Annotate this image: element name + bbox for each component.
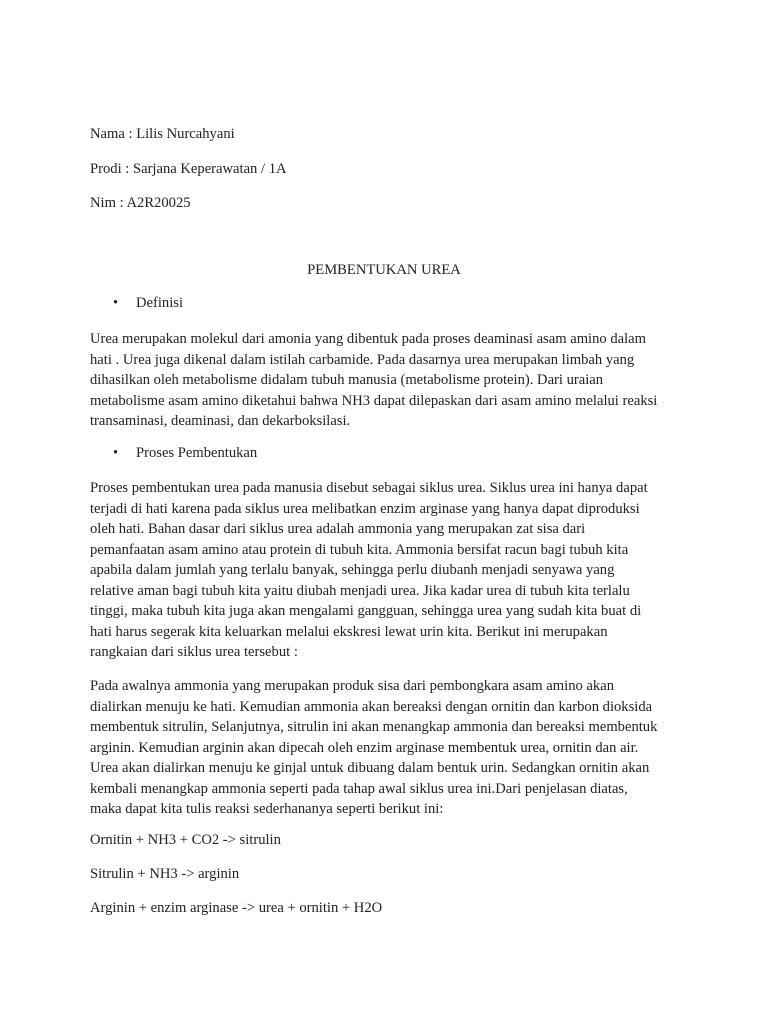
paragraph-line: tinggi, maka tubuh kita juga akan mengalami gangguan, sehingga urea yang sudah kita buat di (90, 603, 642, 619)
paragraph-line: membentuk sitrulin, Selanjutnya, sitrulin ini akan menangkap ammonia dan bereaksi membentuk (90, 719, 658, 735)
paragraph-line: Pada awalnya ammonia yang merupakan produk sisa dari pembongkara asam amino akan (90, 678, 614, 694)
definition-paragraph (90, 329, 690, 432)
reaction-1: Ornitin + NH3 + CO2 -> sitrulin (90, 832, 281, 848)
paragraph-line: Urea merupakan molekul dari amonia yang dibentuk pada proses deaminasi asam amino dalam (90, 331, 647, 347)
document-title: PEMBENTUKAN UREA (307, 262, 461, 278)
paragraph-line: dihasilkan oleh metabolisme didalam tubuh manusia (metabolisme protein). Dari uraian (90, 372, 604, 388)
paragraph-line: relative aman bagi tubuh kita yaitu diubah menjadi urea. Jika kadar urea di tubuh kita terlalu (90, 582, 630, 599)
study-program: Prodi : Sarjana Keperawatan / 1A (90, 161, 287, 177)
paragraph-line: hati harus segerak kita keluarkan melalui ekskresi lewat urin kita. Berikut ini merupakan (90, 623, 608, 640)
paragraph-line: kembali menangkap ammonia seperti pada tahap awal siklus urea ini.Dari penjelasan diatas, (90, 780, 628, 797)
process-paragraph-2 (90, 676, 690, 820)
paragraph-line: transaminasi, deaminasi, dan dekarboksilasi. (90, 413, 351, 429)
process-paragraph-1 (90, 478, 690, 663)
paragraph-line: metabolisme asam amino diketahui bahwa NH3 dapat dilepaskan dari asam amino melalui reaksi (90, 392, 658, 409)
bullet-icon: • (113, 445, 119, 461)
section-heading-definisi: Definisi (136, 295, 184, 311)
paragraph-line: pemanfaatan asam amino atau protein di tubuh kita. Ammonia bersifat racun bagi tubuh kita (90, 541, 629, 558)
paragraph-line: terjadi di hati karena pada siklus urea melibatkan enzim arginase yang hanya dapat diproduksi (90, 500, 640, 517)
student-id: Nim : A2R20025 (90, 195, 191, 211)
section-heading-proses: Proses Pembentukan (136, 445, 258, 461)
paragraph-line: rangkaian dari siklus urea tersebut : (90, 644, 298, 660)
reaction-3: Arginin + enzim arginase -> urea + ornitin + H2O (90, 900, 383, 916)
paragraph-line: maka dapat kita tulis reaksi sederhananya seperti berikut ini: (90, 801, 444, 817)
paragraph-line: hati . Urea juga dikenal dalam istilah carbamide. Pada dasarnya urea merupakan limbah yang (90, 351, 635, 368)
reaction-2: Sitrulin + NH3 -> arginin (90, 866, 240, 882)
paragraph-line: apabila dalam jumlah yang terlalu banyak, sehingga perlu diubanh menjadi senyawa yang (90, 562, 615, 578)
paragraph-line: Proses pembentukan urea pada manusia disebut sebagai siklus urea. Siklus urea ini hanya dapat (90, 480, 648, 496)
paragraph-line: Urea akan dialirkan menuju ke ginjal untuk dibuang dalam bentuk urin. Sedangkan ornitin akan (90, 760, 650, 776)
paragraph-line: oleh hati. Bahan dasar dari siklus urea adalah ammonia yang merupakan zat sisa dari (90, 521, 586, 537)
paragraph-line: arginin. Kemudian arginin akan dipecah oleh enzim arginase membentuk urea, ornitin dan air. (90, 739, 639, 756)
bullet-icon: • (113, 295, 119, 311)
paragraph-line: dialirkan menuju ke hati. Kemudian ammonia akan bereaksi dengan ornitin dan karbon dioksida (90, 698, 653, 715)
student-name: Nama : Lilis Nurcahyani (90, 126, 235, 142)
